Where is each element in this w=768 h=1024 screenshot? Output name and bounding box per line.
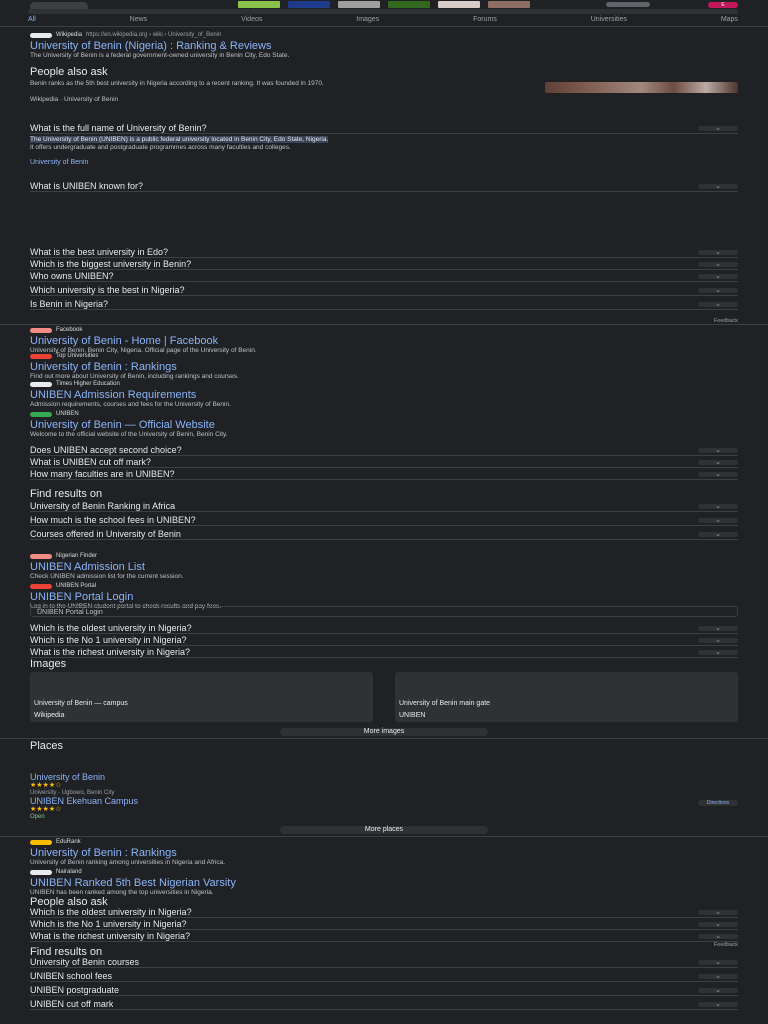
more-places-button[interactable]: More places [280, 826, 488, 834]
result-title[interactable]: University of Benin - Home | Facebook [30, 335, 219, 347]
result-snippet: Check UNIBEN admission list for the current session. [30, 573, 184, 580]
place-card[interactable] [30, 772, 738, 797]
paa-question[interactable] [30, 636, 738, 646]
people-also-ask-heading: People also ask [30, 66, 108, 78]
result-snippet: University of Benin, Benin City, Nigeria. Official page of the University of Benin. [30, 347, 257, 354]
related-search[interactable] [30, 516, 738, 526]
result-title[interactable]: University of Benin — Official Website [30, 419, 215, 431]
result-title[interactable]: UNIBEN Portal Login [30, 591, 134, 603]
result-snippet: University of Benin ranking among universities in Nigeria and Africa. [30, 859, 226, 866]
answer-link[interactable]: University of Benin [30, 159, 89, 166]
related-search[interactable] [30, 1000, 738, 1010]
chevron-down-icon[interactable]: ⌄ [698, 504, 738, 509]
paa-question[interactable] [30, 920, 738, 930]
result-snippet: Admission requirements, courses and fees for the University of Benin. [30, 401, 231, 408]
favicon-icon [30, 33, 52, 38]
chevron-down-icon[interactable]: ⌄ [698, 532, 738, 537]
chevron-down-icon[interactable]: ⌄ [698, 922, 738, 927]
directions-button[interactable]: Directions [698, 800, 738, 806]
result-title[interactable]: UNIBEN Admission Requirements [30, 389, 197, 401]
thumb-2[interactable] [288, 1, 330, 8]
chevron-down-icon[interactable]: ⌄ [698, 472, 738, 477]
tab-universities[interactable]: Universities [590, 16, 627, 23]
paa-question-text: What is the richest university in Nigeria? [30, 931, 191, 942]
chevron-down-icon[interactable]: ⌄ [698, 626, 738, 631]
section-divider [0, 836, 768, 837]
favicon-icon [30, 354, 52, 359]
result-snippet: Welcome to the official website of the University of Benin, Benin City. [30, 431, 228, 438]
chevron-down-icon[interactable]: ⌄ [698, 288, 738, 293]
chevron-down-icon[interactable]: ⌄ [698, 638, 738, 643]
favicon-icon [30, 412, 52, 417]
chevron-down-icon[interactable]: ⌄ [698, 274, 738, 279]
tab-divider [0, 26, 768, 27]
chevron-down-icon[interactable]: ⌄ [698, 1002, 738, 1007]
paa-question-text: How many faculties are in UNIBEN? [30, 469, 175, 480]
related-search[interactable] [30, 958, 738, 968]
paa-question-text: Which is the oldest university in Nigeria? [30, 907, 192, 918]
result-url[interactable]: https://en.wikipedia.org › wiki › University_of_Benin [86, 32, 222, 39]
settings-pill[interactable] [606, 2, 650, 7]
paa-question[interactable] [30, 248, 738, 258]
related-search[interactable] [30, 972, 738, 982]
place-card[interactable] [30, 796, 738, 821]
paa-question[interactable] [30, 446, 738, 456]
search-result [30, 552, 738, 581]
search-box-suggestion[interactable]: UNIBEN Portal Login [30, 606, 738, 617]
image-caption: University of Benin — campus [34, 700, 128, 707]
search-result [30, 31, 738, 60]
result-site: Wikipedia [56, 32, 83, 39]
paa-question-text: Which is the No 1 university in Nigeria? [30, 635, 187, 646]
paa-question[interactable] [30, 908, 738, 918]
paa-question-text: Does UNIBEN accept second choice? [30, 445, 182, 456]
tab-all[interactable]: All [28, 16, 36, 23]
result-snippet: Find out more about University of Benin, including rankings and courses. [30, 373, 239, 380]
images-heading: Images [30, 658, 67, 670]
tab-maps[interactable]: Maps [720, 16, 738, 23]
result-snippet: UNIBEN has been ranked among the top universities in Nigeria. [30, 889, 214, 896]
result-title[interactable]: UNIBEN Ranked 5th Best Nigerian Varsity [30, 877, 236, 889]
paa-question[interactable] [30, 272, 738, 282]
result-snippet: Log in to the UNIBEN student portal to check results and pay fees. [30, 603, 222, 610]
image-caption: University of Benin main gate [399, 700, 491, 707]
related-search-text: UNIBEN cut off mark [30, 999, 114, 1010]
featured-text: Benin ranks as the 5th best university in Nigeria according to a recent ranking. It was founded in 1970. [30, 80, 324, 87]
favicon-icon [30, 840, 52, 845]
related-search-text: UNIBEN postgraduate [30, 985, 120, 996]
related-search[interactable] [30, 530, 738, 540]
answer-text: It offers undergraduate and postgraduate programmes across many faculties and colleges. [30, 144, 291, 151]
result-site: UNIBEN [56, 411, 79, 418]
place-hours: Open [30, 814, 45, 821]
result-site: Nairaland [56, 869, 82, 876]
paa-question[interactable] [30, 286, 738, 296]
paa-question-text: Is Benin in Nigeria? [30, 299, 109, 310]
chevron-down-icon[interactable]: ⌄ [698, 934, 738, 939]
paa-question-text: What is UNIBEN cut off mark? [30, 457, 151, 468]
related-heading: Find results on [30, 488, 103, 500]
place-info: University · Ugbowo, Benin City [30, 790, 115, 797]
people-also-ask-heading: People also ask [30, 896, 108, 908]
paa-question[interactable] [30, 458, 738, 468]
more-images-button[interactable]: More images [280, 728, 488, 736]
paa-question-text: Which is the No 1 university in Nigeria? [30, 919, 187, 930]
chevron-down-icon[interactable]: ⌄ [698, 448, 738, 453]
feedback-link[interactable]: Feedback [713, 942, 738, 948]
related-search-text: UNIBEN school fees [30, 971, 113, 982]
tab-forums[interactable]: Forums [473, 16, 497, 23]
chevron-down-icon[interactable]: ⌄ [698, 126, 738, 131]
tab-videos[interactable]: Videos [241, 16, 263, 23]
result-site: EduRank [56, 839, 81, 846]
paa-question-text: Which university is the best in Nigeria? [30, 285, 185, 296]
related-search-text: University of Benin courses [30, 957, 140, 968]
paa-question[interactable] [30, 648, 738, 658]
related-search[interactable] [30, 502, 738, 512]
search-result [30, 868, 738, 897]
chevron-down-icon[interactable]: ⌄ [698, 262, 738, 267]
paa-question-text: What is the best university in Edo? [30, 247, 169, 258]
section-divider [0, 324, 768, 325]
thumb-4[interactable] [388, 1, 430, 8]
search-tabs [28, 16, 738, 25]
paa-question[interactable] [30, 470, 738, 480]
star-rating-icon: ★★★★☆ [30, 782, 62, 790]
thumb-6[interactable] [488, 1, 530, 8]
search-result [30, 326, 738, 355]
tab-images[interactable]: Images [356, 16, 380, 23]
paa-question-text: What is the richest university in Nigeria? [30, 647, 191, 658]
favicon-icon [30, 584, 52, 589]
chevron-down-icon[interactable]: ⌄ [698, 650, 738, 655]
paa-question[interactable] [30, 300, 738, 310]
related-search-text: Courses offered in University of Benin [30, 529, 181, 540]
featured-source[interactable]: Wikipedia · University of Benin [30, 96, 119, 103]
featured-snippet [30, 80, 535, 104]
places-heading: Places [30, 740, 64, 752]
search-result [30, 352, 738, 381]
paa-question[interactable] [30, 624, 738, 634]
chevron-down-icon[interactable]: ⌄ [698, 960, 738, 965]
result-site: UNIBEN Portal [56, 583, 97, 590]
place-name[interactable]: University of Benin [30, 772, 106, 782]
related-search-text: How much is the school fees in UNIBEN? [30, 515, 196, 526]
chevron-down-icon[interactable]: ⌄ [698, 460, 738, 465]
answer-highlight: The University of Benin (UNIBEN) is a public federal university located in Benin City, Edo State, Nigeria. [30, 136, 329, 143]
image-footer: Wikipedia [34, 711, 65, 719]
paa-question[interactable] [30, 260, 738, 270]
search-result [30, 410, 738, 439]
result-title[interactable]: University of Benin (Nigeria) : Ranking & Reviews [30, 40, 272, 52]
paa-question-text: Which is the biggest university in Benin? [30, 259, 192, 270]
favicon-icon [30, 382, 52, 387]
chevron-down-icon[interactable]: ⌄ [698, 910, 738, 915]
favicon-icon [30, 554, 52, 559]
chevron-down-icon[interactable]: ⌄ [698, 988, 738, 993]
paa-question[interactable] [30, 182, 738, 192]
avatar[interactable]: E [708, 2, 738, 8]
favicon-icon [30, 870, 52, 875]
featured-image-strip[interactable] [545, 82, 738, 93]
search-input[interactable] [28, 9, 738, 14]
result-site: Facebook [56, 327, 83, 334]
section-divider [0, 738, 768, 739]
result-title[interactable]: University of Benin : Rankings [30, 361, 177, 373]
thumb-1[interactable] [238, 1, 280, 8]
chevron-down-icon[interactable]: ⌄ [698, 974, 738, 979]
star-rating-icon: ★★★★☆ [30, 806, 62, 814]
result-site: Times Higher Education [56, 381, 120, 388]
chevron-down-icon[interactable]: ⌄ [698, 302, 738, 307]
thumb-3[interactable] [338, 1, 380, 8]
paa-question-text: Which is the oldest university in Nigeria? [30, 623, 192, 634]
chevron-down-icon[interactable]: ⌄ [698, 518, 738, 523]
result-site: Nigerian Finder [56, 553, 98, 560]
search-result [30, 380, 738, 409]
image-card[interactable] [30, 672, 373, 722]
related-search-text: University of Benin Ranking in Africa [30, 501, 176, 512]
result-site: Top Universities [56, 353, 99, 360]
image-card[interactable] [395, 672, 738, 722]
paa-question-text: Who owns UNIBEN? [30, 271, 114, 282]
result-title[interactable]: UNIBEN Admission List [30, 561, 145, 573]
paa-question-text: What is the full name of University of Benin? [30, 123, 207, 134]
result-snippet: The University of Benin is a federal government-owned university in Benin City, Edo State. [30, 52, 290, 59]
search-result [30, 838, 738, 867]
chevron-down-icon[interactable]: ⌄ [698, 184, 738, 189]
related-heading: Find results on [30, 946, 103, 958]
tab-news[interactable]: News [129, 16, 148, 23]
paa-answer [30, 136, 738, 167]
feedback-link[interactable]: Feedback [713, 318, 738, 324]
related-search[interactable] [30, 986, 738, 996]
image-footer: UNIBEN [399, 711, 426, 719]
thumb-5[interactable] [438, 1, 480, 8]
result-title[interactable]: University of Benin : Rankings [30, 847, 177, 859]
paa-question[interactable] [30, 932, 738, 942]
paa-question-text: What is UNIBEN known for? [30, 181, 144, 192]
paa-question[interactable] [30, 124, 738, 134]
chevron-down-icon[interactable]: ⌄ [698, 250, 738, 255]
favicon-icon [30, 328, 52, 333]
place-name[interactable]: UNIBEN Ekehuan Campus [30, 796, 139, 806]
